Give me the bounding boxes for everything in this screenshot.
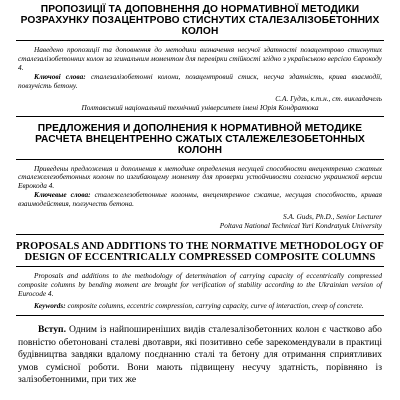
title-english: PROPOSALS AND ADDITIONS TO THE NORMATIVE METHODOLOGY OF DESIGN OF ECCENTRICALLY COMPRESSED COMPOSITE COLUMNS <box>16 241 384 264</box>
introduction-paragraph <box>16 316 384 387</box>
author-english: S.A. Guds, Ph.D., Senior Lecturer <box>282 212 382 222</box>
abstract-box-ukrainian <box>16 40 384 117</box>
keywords-label-english: Keywords: <box>34 301 66 311</box>
keywords-russian <box>16 191 384 209</box>
affiliation-english: Poltava National Technical Yuri Kondratyuk University <box>219 221 382 231</box>
abstract-box-english <box>16 266 384 316</box>
title-russian: ПРЕДЛОЖЕНИЯ И ДОПОЛНЕНИЯ К НОРМАТИВНОЙ МЕТОДИКЕ РАСЧЕТА ВНЕЦЕНТРЕННО СЖАТЫХ СТАЛЕЖЕЛЕЗОБЕТОННЫХ КОЛОНН <box>35 122 365 156</box>
title-ukrainian: ПРОПОЗИЦІЇ ТА ДОПОВНЕННЯ ДО НОРМАТИВНОЇ МЕТОДИКИ РОЗРАХУНКУ ПОЗАЦЕНТРОВО СТИСНУТИХ СТАЛЕЗАЛІЗОБЕТОННИХ КОЛОН <box>20 4 380 37</box>
keywords-text-ukrainian: сталезалізобетонні колони, позацентровий стиск, несуча здатність, крива взаємодії, повзучість бетону. <box>18 71 383 90</box>
abstract-box-russian <box>16 159 384 236</box>
introduction-text: Одним із найпоширеніших видів сталезалізобетонних колон є частково або повністю обетоновані сталеві двотаври, які позитивно себе зарекомендували в практиці будівництва завдяки вдалому поєднанню сталі та бетону для отримання сприятливих умов сумісної роботи. Вони мають підвищену несучу здатність, порівняно із залізобетонними, при тих же <box>18 324 382 386</box>
affiliation-ukrainian: Полтавський національний технічний університет імені Юрія Кондратюка <box>81 102 319 112</box>
keywords-text-russian: сталежелезобетонные колонны, внецентренное сжатие, несущая способность, кривая взаимодействия, ползучесть бетона. <box>18 190 382 209</box>
keywords-label-russian: Ключевые слова: <box>34 190 91 200</box>
keywords-ukrainian <box>16 73 384 91</box>
abstract-russian: Приведены предложения и дополнения к методике определения несущей способности внецентренно сжатых сталежелезобетонных колонн по изгибающему моменту для проверки устойчивости согласно украинской версии Еврокода 4. <box>18 163 382 191</box>
keywords-label-ukrainian: Ключові слова: <box>34 71 86 81</box>
keywords-english <box>16 302 384 315</box>
author-ukrainian: С.А. Гудзь, к.т.н., ст. викладачель <box>275 93 382 103</box>
introduction-label: Вступ. <box>38 324 66 336</box>
abstract-ukrainian: Наведено пропозиції та доповнення до методики визначення несучої здатності позацентрово стиснутих сталезалізобетонних колон за згинальним моментом для перевірки стійкості згідно з українською версією Єврокоду 4. <box>18 45 382 72</box>
abstract-english: Proposals and additions to the methodology of determination of carrying capacity of eccentrically compressed composite columns by bending moment are brought for verification of stability according to the Ukrainian version of Eurocode 4. <box>18 271 382 299</box>
keywords-text-english: composite columns, eccentric compression, carrying capacity, curve of interaction, creep of concrete. <box>67 301 364 311</box>
